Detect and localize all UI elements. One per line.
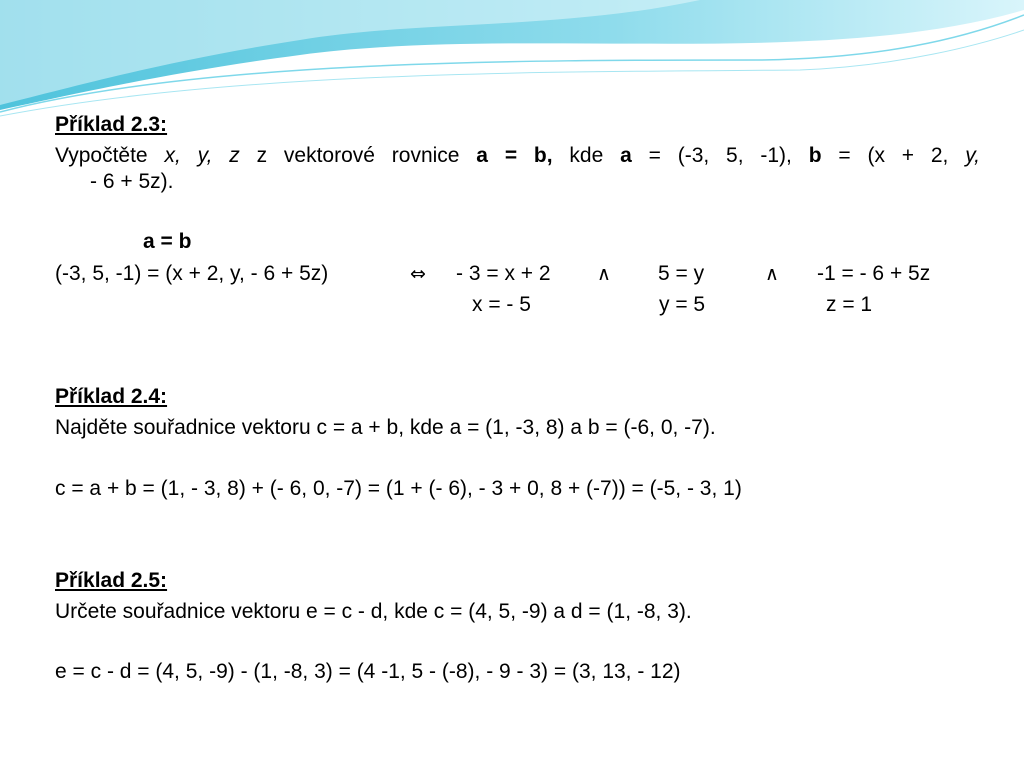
task-word: 2,: [930, 144, 949, 167]
logical-and-symbol: ∧: [765, 263, 779, 285]
task-word: (x: [867, 144, 885, 167]
task-word: 5,: [726, 144, 744, 167]
task-word: =: [648, 144, 661, 167]
task-word: -1),: [760, 144, 792, 167]
task-word: y,: [965, 144, 980, 167]
equivalence-symbol: ⇔: [410, 263, 426, 285]
example-2-4-task: Najděte souřadnice vektoru c = a + b, kde a = (1, -3, 8) a b = (-6, 0, -7).: [55, 416, 716, 439]
task-word: b: [808, 144, 822, 167]
result-y: y = 5: [659, 293, 706, 316]
task-word: y,: [197, 144, 213, 167]
task-word: Vypočtěte: [55, 144, 148, 167]
equation-1: - 3 = x + 2: [456, 262, 551, 285]
task-word: z: [256, 144, 268, 167]
equation-2: 5 = y: [658, 262, 705, 285]
task-word: a: [620, 144, 632, 167]
example-2-3-task-line: [55, 142, 980, 169]
task-word: =: [838, 144, 851, 167]
task-word: b,: [533, 144, 553, 167]
task-word: =: [504, 144, 518, 167]
example-2-5-heading: Příklad 2.5:: [55, 569, 168, 592]
example-2-3-equation: a = b: [143, 230, 192, 253]
task-word: kde: [569, 144, 604, 167]
result-x: x = - 5: [472, 293, 531, 316]
task-word: z: [229, 144, 240, 167]
task-word: vektorové: [283, 144, 375, 167]
example-2-5-solution: e = c - d = (4, 5, -9) - (1, -8, 3) = (4 -1, 5 - (-8), - 9 - 3) = (3, 13, - 12): [55, 660, 681, 683]
example-2-4-solution: c = a + b = (1, - 3, 8) + (- 6, 0, -7) = (1 + (- 6), - 3 + 0, 8 + (-7)) = (-5, - 3, 1): [55, 477, 742, 500]
task-word: a: [476, 144, 488, 167]
task-word: rovnice: [391, 144, 460, 167]
example-2-3-task-continuation: - 6 + 5z).: [90, 170, 174, 193]
task-word: x,: [164, 144, 181, 167]
logical-and-symbol: ∧: [597, 263, 611, 285]
equation-3: -1 = - 6 + 5z: [817, 262, 931, 285]
example-2-3-heading: Příklad 2.3:: [55, 113, 168, 136]
result-z: z = 1: [826, 293, 873, 316]
task-word: (-3,: [677, 144, 710, 167]
example-2-3-solution-lhs: (-3, 5, -1) = (x + 2, y, - 6 + 5z): [55, 262, 329, 285]
example-2-4-heading: Příklad 2.4:: [55, 385, 168, 408]
task-word: +: [901, 144, 915, 167]
decorative-header-wave: [0, 0, 1024, 120]
example-2-5-task: Určete souřadnice vektoru e = c - d, kde c = (4, 5, -9) a d = (1, -8, 3).: [55, 600, 692, 623]
